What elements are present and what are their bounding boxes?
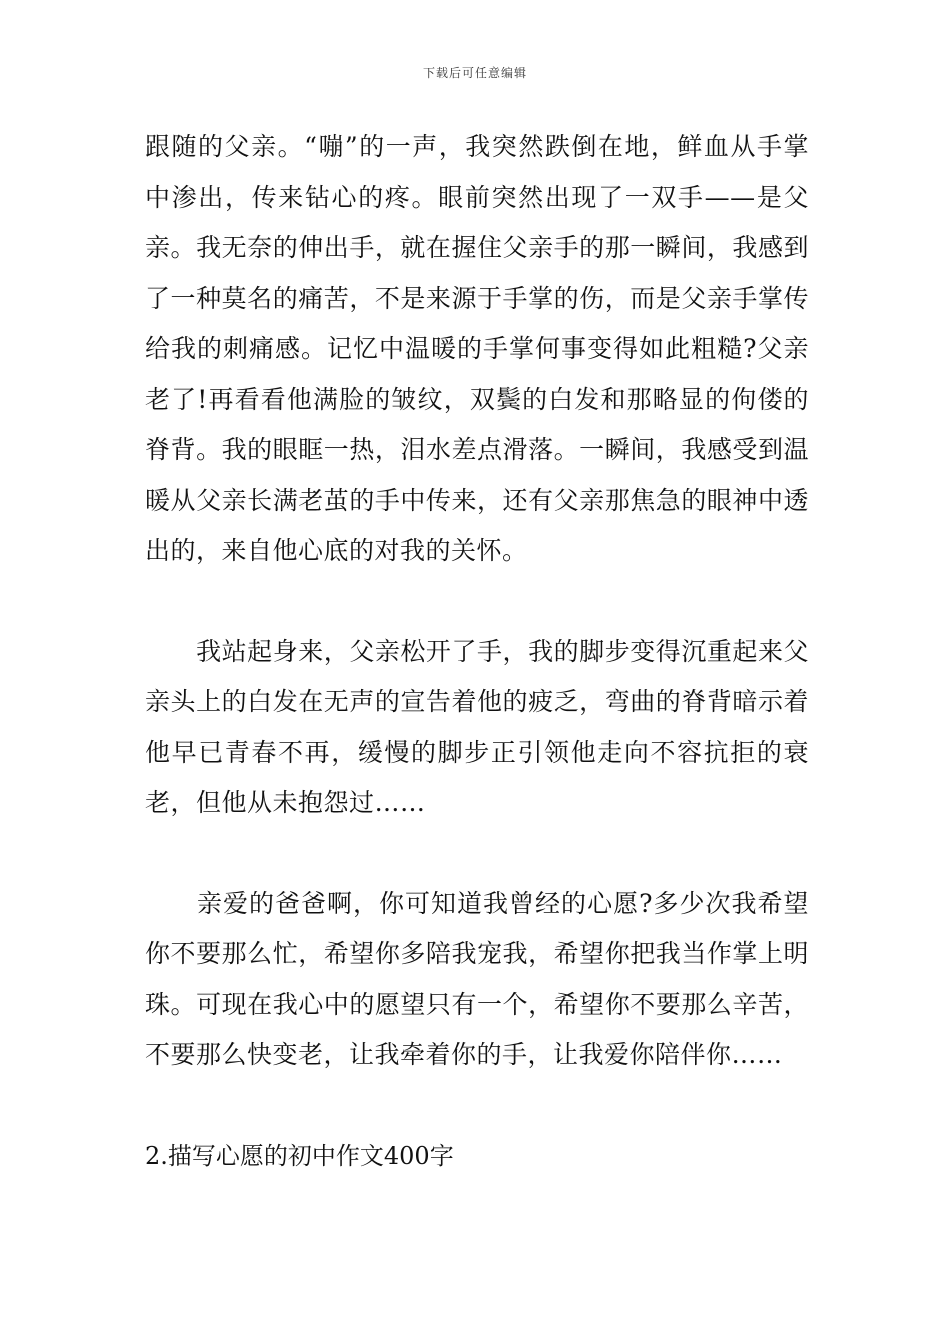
paragraph-gap (145, 1081, 809, 1131)
paragraph-3: 亲爱的爸爸啊，你可知道我曾经的心愿?多少次我希望你不要那么忙，希望你多陪我宠我，希望你把我当作掌上明珠。可现在我心中的愿望只有一个，希望你不要那么辛苦，不要那么快变老，让我牵着你的手，让我爱你陪伴你…… (145, 888, 809, 1069)
document-body (145, 122, 809, 1181)
paragraph-gap (145, 577, 809, 627)
section-heading: 2.描写心愿的初中作文400字 (145, 1141, 454, 1170)
paragraph-1: 跟随的父亲。“嘣”的一声，我突然跌倒在地，鲜血从手掌中渗出，传来钻心的疼。眼前突然出现了一双手——是父亲。我无奈的伸出手，就在握住父亲手的那一瞬间，我感到了一种莫名的痛苦，不是来源于手掌的伤，而是父亲手掌传给我的刺痛感。记忆中温暖的手掌何事变得如此粗糙?父亲老了!再看看他满脸的皱纹，双鬓的白发和那略显的佝偻的脊背。我的眼眶一热，泪水差点滑落。一瞬间，我感受到温暖从父亲长满老茧的手中传来，还有父亲那焦急的眼神中透出的，来自他心底的对我的关怀。 (145, 132, 809, 565)
paragraph-gap (145, 829, 809, 879)
page-header: 下载后可任意编辑 (422, 66, 527, 80)
paragraph-2: 我站起身来，父亲松开了手，我的脚步变得沉重起来父亲头上的白发在无声的宣告着他的疲乏，弯曲的脊背暗示着他早已青春不再，缓慢的脚步正引领他走向不容抗拒的衰老，但他从未抱怨过…… (145, 636, 809, 817)
